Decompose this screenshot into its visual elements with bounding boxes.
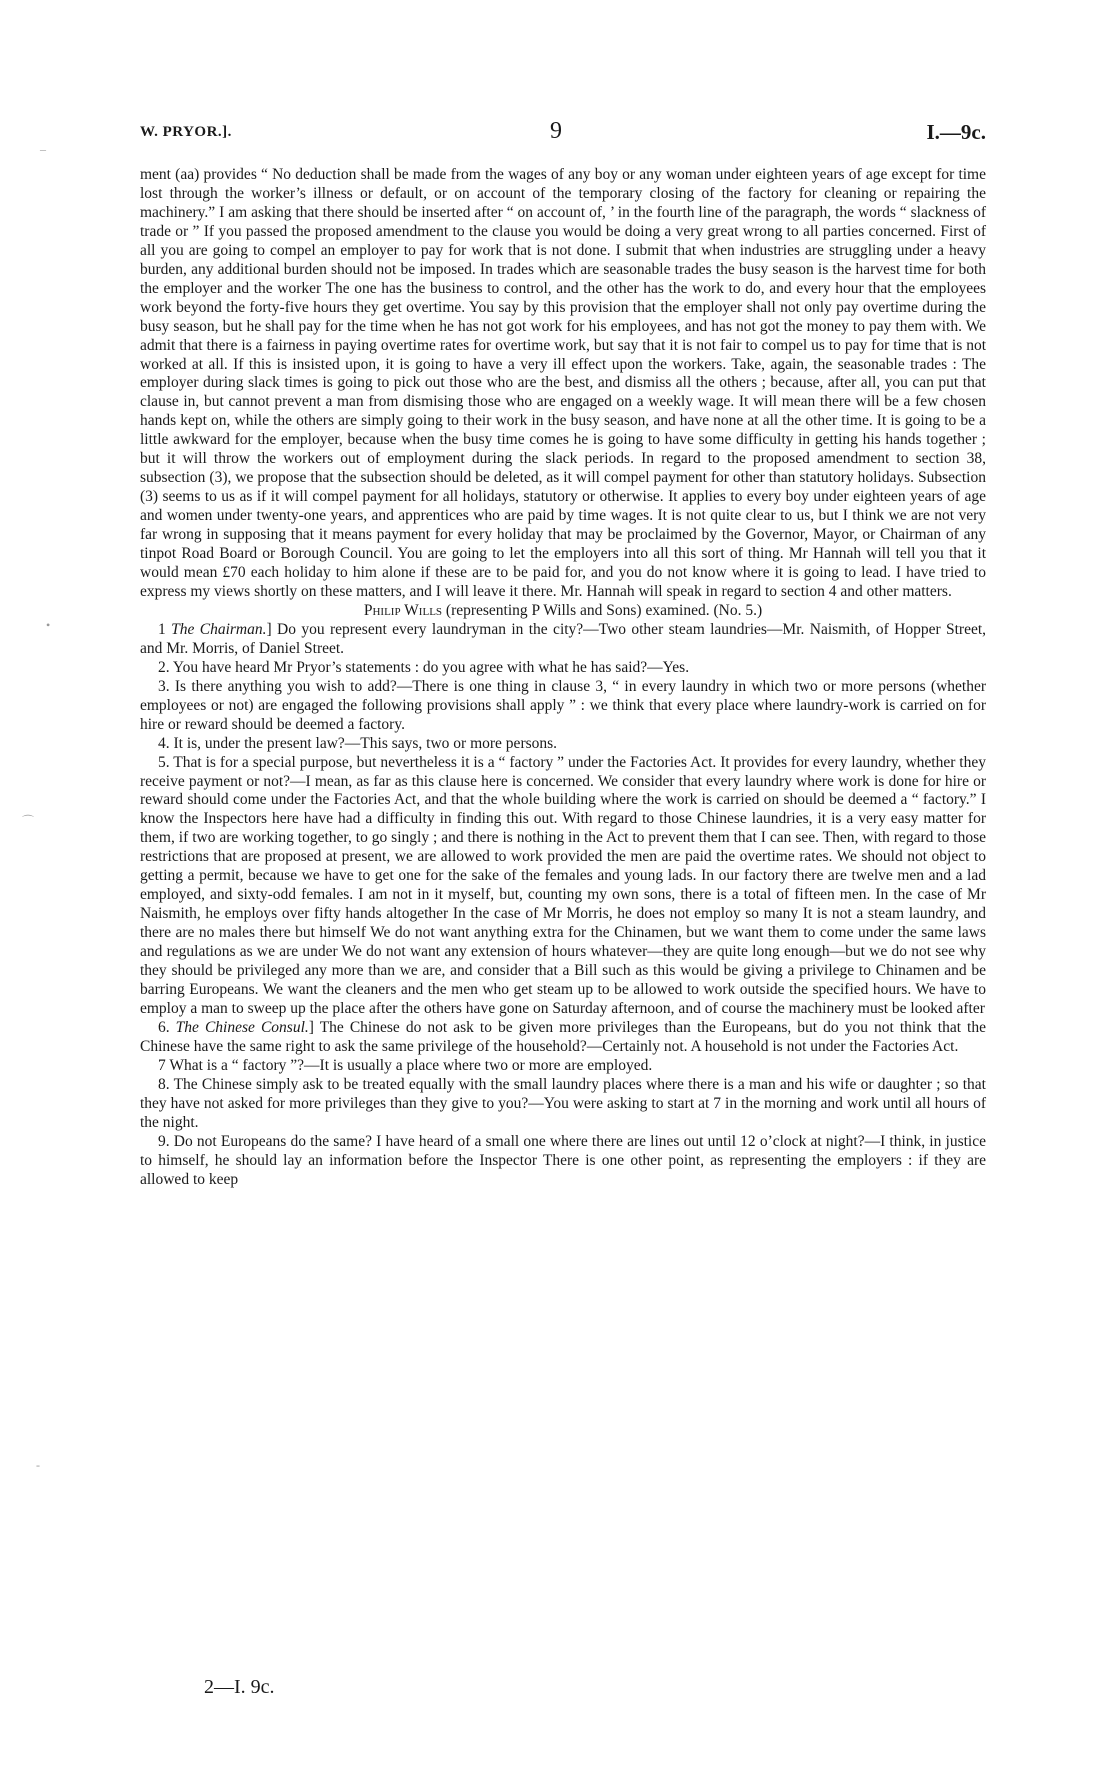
paper-reference: I.—9c. <box>926 120 986 144</box>
section-heading <box>140 602 986 621</box>
page-header <box>140 118 986 150</box>
footer-signature: 2—I. 9c. <box>204 1676 275 1698</box>
speaker-label: The Chinese Consul. <box>175 1018 309 1036</box>
question-5: 5. That is for a special purpose, but nevertheless it is a “ factory ” under the Factories Act. It provides for every laundry, whether they receive payment or not?—I mean, as far as this clause here is concerned. We consider that every laundry where work is done for hire or reward should come under the Factories Act, and that the whole building where the work is carried on should be deemed a “ factory.” I know the Inspectors here have had a difficulty in finding this out. With regard to those Chinese laundries, it is a very easy matter for them, if two are working together, to go singly ; and there is nothing in the Act to prevent them that I can see. Then, with regard to those restrictions that are proposed at present, we are allowed to work provided the men are paid the overtime rates. We should not object to getting a permit, because we have to get one for the sake of the females and young lads. In our factory there are twelve men and a lad employed, and sixty-odd females. I am not in it myself, but, counting my own sons, there is a total of fifteen men. In the case of Mr Naismith, he employs over fifty hands altogether In the case of Mr Morris, he does not employ so many It is not a steam laundry, and there are no males there but himself We do not want anything extra for the Chinamen, but we want them to come under the same laws and regulations as we are under We do not want any extension of hours whatever—they are quite long enough—but we do not see why they should be privileged any more than we are, and consider that a Bill such as this would be giving a privilege to Chinamen and be barring Europeans. We want the cleaners and the men who get steam up to be allowed to work outside the specified hours. We have to employ a man to sweep up the place after the others have gone on Saturday afternoon, and of course the machinery must be looked after <box>140 753 986 1017</box>
question-6 <box>140 1019 986 1057</box>
question-9: 9. Do not Europeans do the same? I have heard of a small one where there are lines out until 12 o’clock at night?—I think, in justice to himself, he should lay an information before the Inspector There is one other point, as representing the employers : if they are allowed to keep <box>140 1132 986 1188</box>
question-1 <box>140 621 986 659</box>
question-number: 6. <box>158 1018 176 1036</box>
question-text: ] Do you represent every laundryman in the city?—Two other steam laundries—Mr. Naismith, of Hopper Street, and Mr. Morris, of Daniel Street. <box>140 620 987 657</box>
header-witness-name: W. PRYOR.]. <box>140 124 232 140</box>
margin-mark: - <box>36 1458 40 1472</box>
page-number: 9 <box>550 118 562 144</box>
document-body <box>140 166 986 1189</box>
question-number: 1 <box>158 620 172 638</box>
speaker-label: The Chairman. <box>171 620 267 638</box>
witness-name: Philip Wills <box>363 601 443 619</box>
opening-paragraph: ment (aa) provides “ No deduction shall be made from the wages of any boy or any woman under eighteen years of age except for time lost through the worker’s illness or default, or on account of the temporary closing of the factory for cleaning or repairing the machinery.” I am asking that there should be inserted after “ on account of, ’ in the fourth line of the paragraph, the words “ slackness of trade or ” If you passed the proposed amendment to the clause you would be doing a very great wrong to all parties concerned. First of all you are going to compel an employer to pay for work that is not done. I submit that when industries are struggling under a heavy burden, any additional burden should not be imposed. In trades which are seasonable trades the busy season is the harvest time for both the employer and the worker The one has the business to control, and the other has the work to do, and every hour that the employees work beyond the forty-five hours they get overtime. You say by this provision that the employer shall not only pay overtime during the busy season, but he shall pay for the time when he has not got work for his employees, and has not got the money to pay them with. We admit that there is a fairness in paying overtime rates for overtime work, but say that it is not fair to compel us to pay for time that is not worked at all. If this is insisted upon, it is going to have a very ill effect upon the workers. Take, again, the seasonable trades : The employer during slack times is going to pick out those who are the best, and dismiss all the others ; because, after all, you can put that clause in, but cannot prevent a man from dismising those who are engaged on a weekly wage. It will mean there will be a few chosen hands kept on, while the others are simply going to their work in the busy season, and have none at all the other time. It is going to be a little awkward for the employer, because when the busy time comes he is going to have some difficulty in getting his hands together ; but it will throw the workers out of employment during the slack periods. In regard to the proposed amendment to section 38, subsection (3), we propose that the subsection should be deleted, as it will compel payment for other than statutory holidays. Subsection (3) seems to us as if it will compel payment for all holidays, statutory or otherwise. It applies to every boy under eighteen years of age and women under twenty-one years, and apprentices who are paid by time wages. It is not quite clear to us, but I think we are not very far wrong in supposing that it means payment for every holiday that may be proclaimed by the Governor, Mayor, or Chairman of any tinpot Road Board or Borough Council. You are going to let the employers into all this sort of thing. Mr Hannah will tell you that it would mean £70 each holiday to him alone if these are to be paid for, and you do not know where it is going to lead. I have tried to express my views shortly on these matters, and I will leave it there. Mr. Hannah will speak in regard to section 4 and other matters. <box>140 166 986 600</box>
question-text: ] The Chinese do not ask to be given more privileges than the Europeans, but do you not think that the Chinese have the same right to ask the same privilege of the household?—Certainly not. A household is not under the Factories Act. <box>140 1018 986 1055</box>
question-8: 8. The Chinese simply ask to be treated equally with the small laundry places where there is a man and his wife or daughter ; so that they have not asked for more privileges than they give to you?—You were asking to start at 7 in the morning and work until all hours of the night. <box>140 1075 986 1131</box>
question-2: 2. You have heard Mr Pryor’s statements : do you agree with what he has said?—Yes. <box>158 658 690 676</box>
margin-mark: – <box>40 142 46 156</box>
section-heading-text: (representing P Wills and Sons) examined. (No. 5.) <box>442 601 763 619</box>
margin-mark: ⌒ <box>22 814 35 828</box>
question-4: 4. It is, under the present law?—This says, two or more persons. <box>158 734 558 752</box>
margin-mark: • <box>46 618 51 632</box>
question-3: 3. Is there anything you wish to add?—There is one thing in clause 3, “ in every laundry in which two or more persons (whether employees or not) are engaged the following provisions shall apply ” : we think that every place where laundry-work is carried on for hire or reward should be deemed a factory. <box>140 677 986 733</box>
question-7: 7 What is a “ factory ”?—It is usually a place where two or more are employed. <box>158 1056 653 1074</box>
